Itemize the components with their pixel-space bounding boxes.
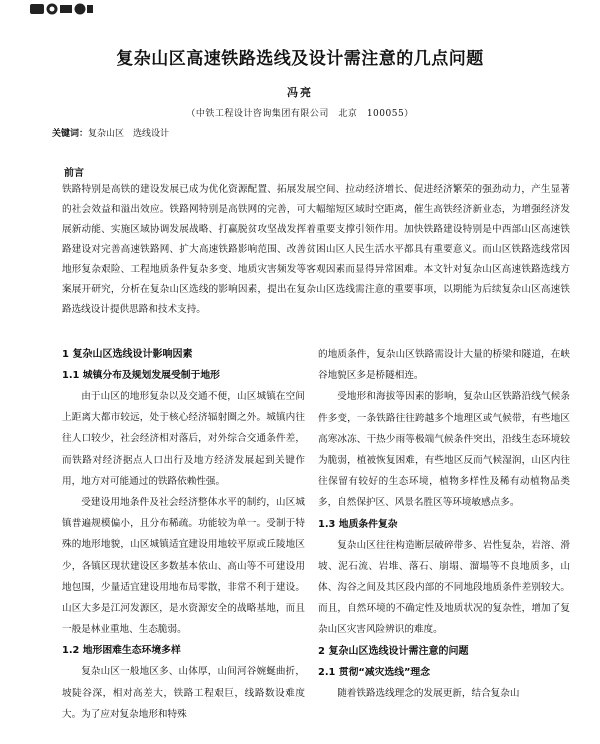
section-heading-2-1: 2.1 贯彻“减灾选线”理念 [318,666,431,678]
paragraph: 复杂山区往往构造断层破碎带多、岩性复杂，岩溶、滑坡、泥石流、岩堆、落石、崩塌、溜塌等不良地质多，山体、沟谷之间及其区段内部的不同地段地质条件差别较大。而且，自然环境的不确定性及地质状况的复杂性，增加了复杂山区灾害风险辨识的难度。 [318,539,570,636]
paragraph: 受建设用地条件及社会经济整体水平的制约，山区城镇普遍规模偏小，且分布稀疏。功能较为单一。受制于特殊的地形地貌，山区城镇适宜建设用地较平原或丘陵地区少，各镇区现状建设区多数基本依山、高山等不可建设用地包围，少量适宜建设用地布局零散，非常不利于建设。山区大多是江河发源区，是水资源安全的战略基地，而且一般是林业重地、生态脆弱。 [62,497,305,636]
keywords-label: 关键词： [52,129,89,139]
right-column [318,344,570,704]
paper-title: 复杂山区高速铁路选线及设计需注意的几点问题 [116,49,484,69]
keywords-value: 复杂山区 选线设计 [88,129,170,139]
left-column [62,344,305,725]
paragraph: 随着铁路选线理念的发展更新，结合复杂山 [337,687,520,699]
paragraph: 受地形和海拔等因素的影响，复杂山区铁路沿线气候条件多变，一条铁路往往跨越多个地理区或气候带，有些地区高寒冰冻、干热少雨等极端气候条件突出，沿线生态环境较为脆弱，植被恢复困难，有些地区反而气候湿润，山区内往往保留有较好的生态环境，植物多样性及稀有动植物品类多，自然保护区、风景名胜区等环境敏感点多。 [318,391,570,509]
section-heading-1-2: 1.2 地形困难生态环境多样 [62,645,181,657]
author: 冯亮 [287,86,313,99]
keywords [52,126,169,139]
affiliation: （中铁工程设计咨询集团有限公司 北京 100055） [186,109,414,119]
section-heading-1: 1 复杂山区选线设计影响因素 [62,349,193,360]
section-heading-2: 2 复杂山区选线设计需注意的问题 [318,645,469,657]
section-heading-1-3: 1.3 地质条件复杂 [318,518,398,530]
intro-paragraph: 铁路特别是高铁的建设发展已成为优化资源配置、拓展发展空间、拉动经济增长、促进经济繁荣的强劲动力，产生显著的社会效益和溢出效应。铁路网特别是高铁网的完善，可大幅缩短区域时空距离，催生高铁经济新业态，为增强经济发展新动能、实施区域协调发展战略、打赢脱贫攻坚战发挥着重要支撑引领作用。加快铁路建设特别是中西部山区高速铁路建设对完善高速铁路网、扩大高速铁路影响范围、改善贫困山区人民生活水平都具有重要意义。而山区铁路选线常因地形复杂艰险、工程地质条件复杂多变、地质灾害频发等客观因素而显得异常困难。本文针对复杂山区高速铁路选线方案展开研究，分析在复杂山区选线的影响因素，提出在复杂山区选线需注意的重要事项，以期能为后续复杂山区高速铁路选线设计提供思路和技术支持。 [62,184,570,315]
paragraph: 由于山区的地形复杂以及交通不便，山区城镇在空间上距离大都市较远，处于核心经济辐射圈之外。城镇内往往人口较少，社会经济相对落后，对外综合交通条件差，而铁路对经济据点人口出行及地方经济发展起到关键作用，地方对可能通过的铁路依赖性强。 [62,391,305,487]
paragraph: 复杂山区一般地区多、山体厚，山间河谷婉蜒曲折，坡陡谷深，相对高差大，铁路工程艰巨，线路数设难度大。为了应对复杂地形和特殊 [62,666,305,720]
section-heading-1-1: 1.1 城镇分布及规划发展受制于地形 [62,370,220,381]
journal-logo-icon [30,2,94,16]
intro-heading: 前言 [64,168,84,179]
paragraph: 的地质条件，复杂山区铁路需设计大量的桥梁和隧道，在峡谷地貌区多是桥隧相连。 [318,349,570,382]
